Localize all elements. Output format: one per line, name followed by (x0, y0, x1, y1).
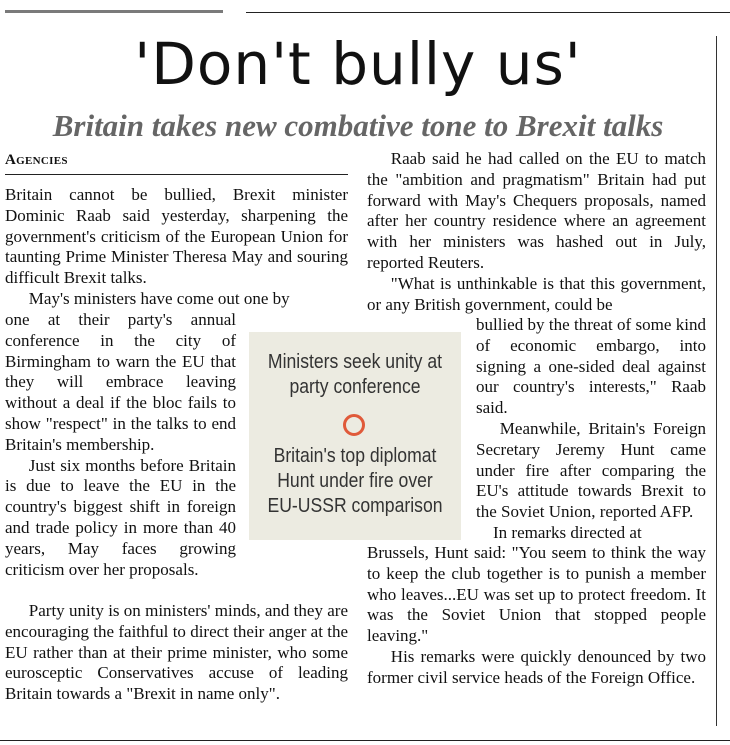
sidebar-item-unity: Ministers seek unity at party conference (267, 351, 443, 398)
column-1-bottom (5, 601, 348, 705)
subheadline: Britain takes new combative tone to Brexit talks (52, 108, 664, 143)
paragraph: May's ministers have come out one by (28, 288, 290, 308)
byline-rule (5, 174, 348, 175)
column-1-top (5, 185, 348, 310)
right-column-rule (716, 36, 717, 726)
top-right-rule (246, 12, 730, 13)
bottom-rule (0, 740, 730, 741)
byline: Agencies (5, 152, 68, 168)
paragraph: Raab said he had called on the EU to match the "ambition and pragmatism" Britain had put forward with May's Chequers proposals, named after her country residence where an agreement with her ministers was hashed out in July, reported Reuters. (367, 149, 706, 272)
headline: 'Don't bully us' (134, 30, 582, 98)
paragraph: Brussels, Hunt said: "You seem to think the way to keep the club together is to punish a member who leaves...EU was set up to protect freedom. It was the Soviet Union that stopped people leaving." (367, 543, 706, 646)
paragraph: "What is unthinkable is that this government, or any British government, could be (367, 273, 706, 314)
column-1-narrow (5, 310, 236, 580)
paragraph: one at their party's annual conference in the city of Birmingham to warn the EU that they will embrace leaving without a deal if the bloc fails to show "respect" in the talks to end Britain's membership. (5, 310, 236, 454)
circle-icon (343, 414, 365, 436)
column-2-top (367, 149, 706, 315)
paragraph: In remarks directed at (493, 522, 642, 542)
column-2-narrow (476, 315, 706, 544)
sidebar-box (249, 332, 461, 540)
paragraph: Britain cannot be bullied, Brexit minister Dominic Raab said yesterday, sharpening the government's criticism of the European Union for taunting Prime Minister Theresa May and souring difficult Brexit talks. (5, 185, 348, 288)
paragraph: Meanwhile, Britain's Foreign Secretary Jeremy Hunt came under fire after comparing the EU's attitude towards Brexit to the Soviet Union, reported AFP. (476, 418, 706, 522)
sidebar-item-hunt: Britain's top diplomat Hunt under fire over EU-USSR comparison (267, 445, 443, 517)
paragraph: Just six months before Britain is due to leave the EU in the country's biggest shift in foreign and trade policy in more than 40 years, May faces growing criticism over her proposals. (5, 455, 236, 579)
paragraph: Party unity is on ministers' minds, and they are encouraging the faithful to direct their anger at the EU rather than at their prime minister, who some eurosceptic Conservatives accuse of leading Britain towards a "Brexit in name only". (5, 601, 348, 704)
paragraph: bullied by the threat of some kind of economic embargo, into signing a one-sided deal against our country's interests," Raab said. (476, 315, 706, 418)
top-left-rule (5, 10, 223, 13)
paragraph: His remarks were quickly denounced by two former civil service heads of the Foreign Office. (367, 646, 706, 687)
column-2-bottom (367, 543, 706, 689)
